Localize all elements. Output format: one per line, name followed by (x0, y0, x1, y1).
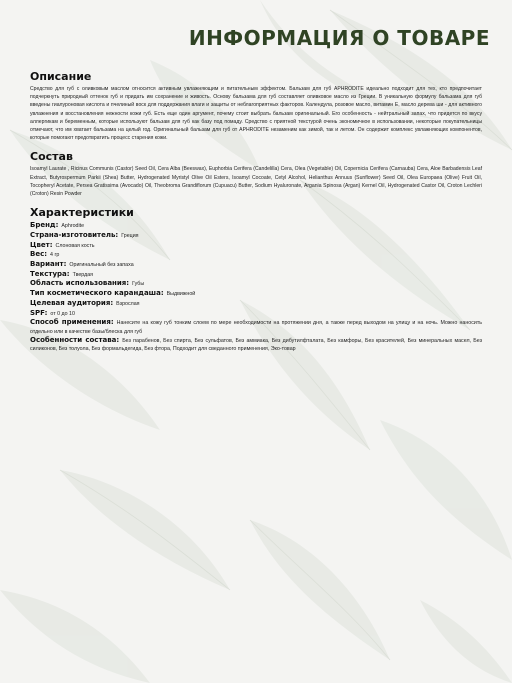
page-title: ИНФОРМАЦИЯ О ТОВАРЕ (188, 26, 490, 50)
char-label: Способ применения: (30, 318, 114, 327)
char-row-variant (30, 260, 482, 270)
char-label: Цвет: (30, 240, 53, 249)
char-label: Страна-изготовитель: (30, 230, 119, 239)
char-row-texture (30, 270, 482, 280)
char-label: Целевая аудитория: (30, 298, 114, 307)
char-row-color (30, 241, 482, 251)
char-label: Вариант: (30, 260, 67, 269)
char-value: Слоновая кость (55, 242, 95, 249)
char-value: Взрослая (116, 300, 140, 307)
composition-section (30, 150, 482, 198)
description-heading: Описание (30, 70, 92, 83)
char-value: Выдвижной (166, 291, 196, 298)
composition-heading: Состав (30, 150, 73, 164)
characteristics-list (30, 221, 482, 354)
char-value: Губы (132, 281, 145, 288)
char-value: от 0 до 10 (50, 310, 75, 317)
char-value: Нанесите на кожу губ тонким слоем по мере необходимости на протяжении дня, а также перед выходом на улицу и на ночь. Можно наносить отдельно или в качестве базы/блеска для губ (30, 320, 483, 335)
char-label: Область использования: (30, 279, 130, 288)
char-label: Вес: (30, 250, 48, 259)
characteristics-heading: Характеристики (30, 206, 134, 220)
char-row-usage-area (30, 279, 482, 289)
char-row-spf (30, 309, 482, 319)
composition-text: Isoamyl Laurate , Ricinus Communis (Castor) Seed Oil, Cera Alba (Beeswax), Euphorbia Cerifera (Candelilla) Cera, Olea (Vegetable) Oil, Copernicia Cerifera (Carnauba) Cera, Aloe Barbadensis Leaf Extract, Butyrospermum Parkii (Shea) Butter, Hydrogenated Myristyl Olive Oil Esters, Isoamyl Cocoate, Cetyl Alcohol, Helianthus Annuus (Sunflower) Seed Oil, Olea Europaea (Olive) Fruit Oil, Tocopheryl Acetate, Persea Gratissima (Avocado) Oil, Theobroma Grandiflorum (Cupuacu) Butter, Sodium Hyaluronate, Argania Spinosa (Argan) Kernel Oil, Hydrogenated Castor Oil, Croton Lechleri (Croton) Resin Powder (30, 166, 482, 198)
description-text: Средство для губ с оливковым маслом относится активным увлажняющим и питательным эффектом. Бальзам для губ APHRODITE идеально подходит для тех, кто предпочитает подчеркнуть природный оттенок губ и придать им сохранение и живость. Основу бальзама для губ составляет оливковое масло из Греции. В уникальную формулу бальзама для губ введены гиалуроновая кислота и пчелиный воск для поддержания влаги и защиты от неблагоприятных факторов. Календула, розовое масло, витамин Е, масло дерева ши - для активного увлажнения и восстановления нежности кожи губ. Есть еще один аргумент, почему стоит выбрать бальзам оригинальный. Его особенность - нейтральный запах, что придется по вкусу аллергикам и беременным, которые используют бальзам для губ как базу под помаду. Средство с приятной текстурой очень экономичное в использовании, некоторые покупательницы отмечают, что им хватает бальзама на целый год. Оригинальный бальзам для губ от APHRODITE незаменим как зимой, так и летом. Он содержит комплекс увлажняющих компонентов, которые помогают предотвратить процесс старения кожи. (30, 86, 482, 142)
description-section (30, 70, 482, 142)
char-value: Твердая (72, 271, 94, 278)
char-value: Оригинальный без запаха (69, 262, 134, 269)
characteristics-section (30, 206, 482, 354)
char-label: Текстура: (30, 269, 70, 278)
char-row-audience (30, 299, 482, 309)
char-label: Бренд: (30, 221, 59, 230)
char-row-application (30, 318, 482, 336)
char-value: Aphrodite (61, 223, 85, 230)
char-row-weight (30, 250, 482, 260)
char-label: Тип косметического карандаша: (30, 289, 164, 298)
char-label: Особенности состава: (30, 336, 120, 345)
char-row-pencil-type (30, 289, 482, 299)
char-value: 4 гр (50, 252, 60, 259)
char-label: SPF: (30, 308, 48, 317)
char-value: Греция (121, 232, 139, 239)
char-row-country (30, 231, 482, 241)
content-area (30, 70, 482, 354)
char-value: Без парабенов, Без спирта, Без сульфатов, Без аммиака, Без дибутилфталата, Без камфоры, Без красителей, Без минеральных масел, Без силиконов, Без толуола, Без формальдегида, Без фтора, Подходит для сведанного применения, Эко-товар (30, 338, 482, 353)
char-row-brand (30, 221, 482, 231)
char-row-composition-features (30, 336, 482, 354)
